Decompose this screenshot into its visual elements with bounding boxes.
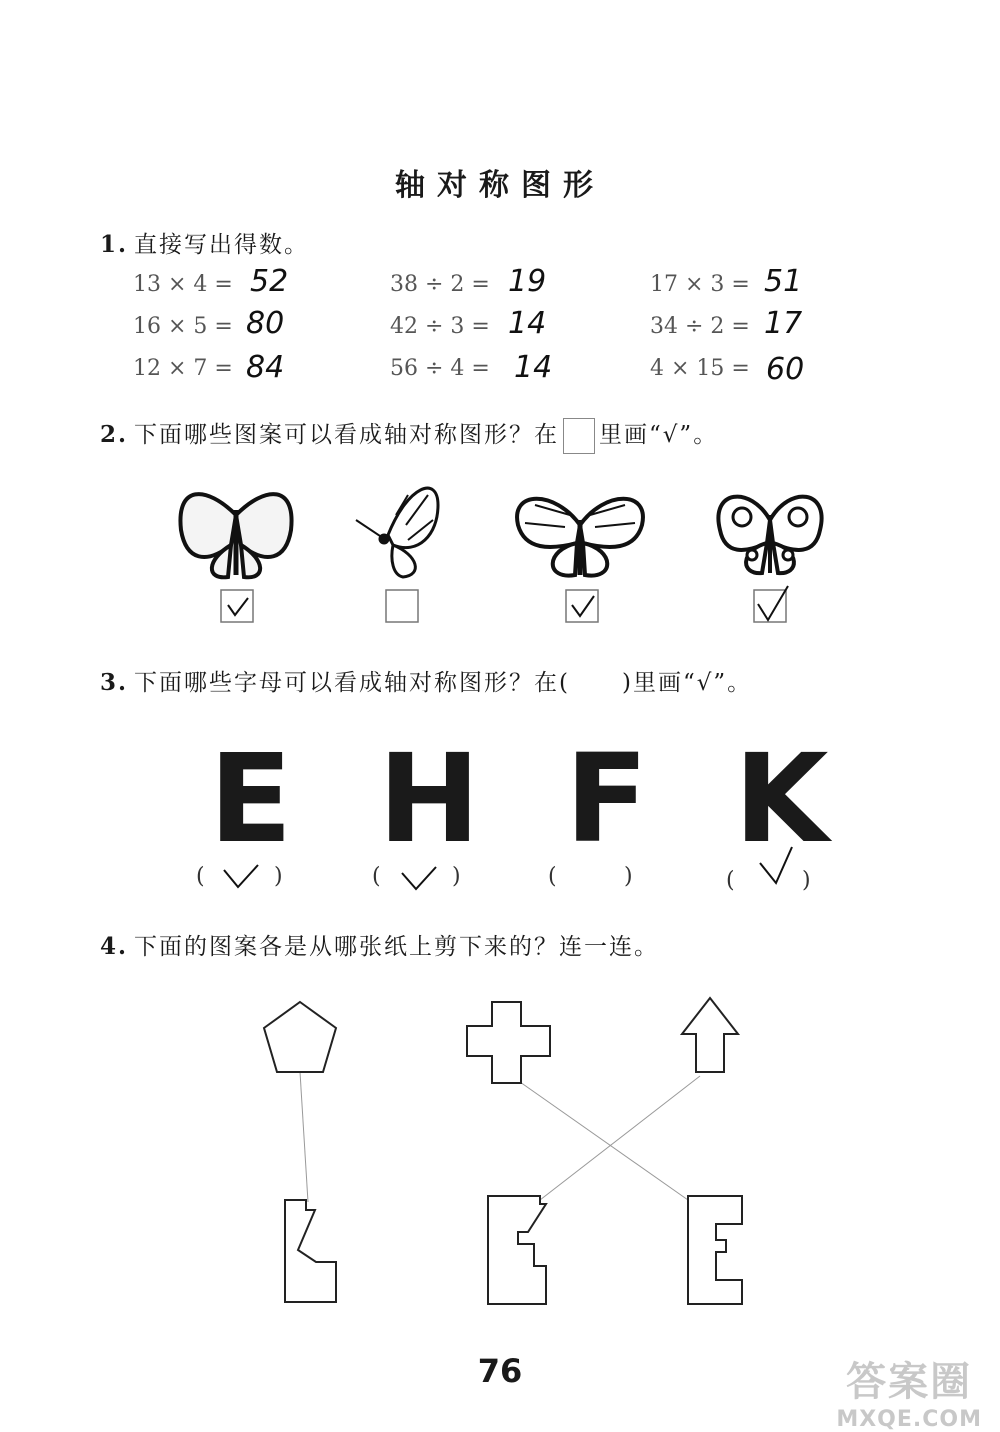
handwritten-answer: 84 (246, 350, 285, 385)
svg-text:(: ( (196, 864, 205, 889)
watermark-logo-text: 答案圈 (846, 1359, 973, 1405)
match-line (300, 1072, 308, 1202)
butterfly-figures (0, 480, 1000, 640)
cut-paper-matching (0, 990, 1000, 1320)
svg-text:(: ( (372, 864, 381, 889)
equation: 34 ÷ 2 = (650, 314, 750, 339)
folded-paper-piece-2 (488, 1196, 546, 1304)
letter-e: E (209, 728, 293, 870)
match-line (520, 1082, 688, 1200)
question-4-text: 下面的图案各是从哪张纸上剪下来的？连一连。 (134, 934, 660, 960)
handwritten-answer: 19 (508, 264, 547, 299)
svg-text:): ) (802, 868, 811, 893)
folded-paper-piece-1 (285, 1200, 336, 1302)
check-box (754, 586, 788, 622)
question-2-text-b: 里画“√”。 (599, 422, 719, 448)
letter-k: K (734, 728, 829, 870)
question-2-prompt (100, 416, 718, 454)
equation: 38 ÷ 2 = (390, 272, 490, 297)
answer-paren (196, 864, 283, 889)
handwritten-answer: 52 (250, 264, 289, 299)
handwritten-answer: 14 (514, 350, 553, 385)
page-number: 76 (477, 1352, 523, 1390)
folded-paper-piece-3 (688, 1196, 742, 1304)
watermark (836, 1350, 982, 1432)
arrow-shape (682, 998, 738, 1072)
question-3-number: 3. (100, 669, 129, 696)
butterfly-1-icon (180, 494, 291, 577)
equation: 13 × 4 = (133, 272, 233, 297)
answer-paren (548, 864, 633, 889)
svg-text:(: ( (726, 868, 735, 893)
svg-text:(: ( (548, 864, 557, 889)
question-1-prompt (100, 226, 309, 259)
cross-shape (467, 1002, 550, 1083)
equation: 56 ÷ 4 = (390, 356, 490, 381)
question-1-number: 1. (100, 231, 129, 258)
pentagon-shape (264, 1002, 336, 1072)
svg-text:): ) (452, 864, 461, 889)
check-box (566, 590, 598, 622)
handwritten-answer: 80 (246, 306, 285, 341)
handwritten-answer: 14 (508, 306, 547, 341)
butterfly-3-icon (517, 499, 643, 576)
equation: 4 × 15 = (650, 356, 750, 381)
letter-answer-parens (0, 845, 1000, 905)
match-line (540, 1076, 700, 1200)
question-1-text: 直接写出得数。 (134, 232, 310, 258)
answer-box-sample (563, 418, 595, 454)
letter-h: H (378, 728, 481, 870)
question-4-prompt (100, 928, 659, 961)
equation: 12 × 7 = (133, 356, 233, 381)
check-box (221, 590, 253, 622)
letter-f: F (565, 728, 649, 870)
equation: 16 × 5 = (133, 314, 233, 339)
question-3-prompt (100, 664, 752, 697)
butterfly-4-icon (718, 497, 821, 574)
svg-text:): ) (624, 864, 633, 889)
question-4-number: 4. (100, 933, 129, 960)
question-3-text-a: 下面哪些字母可以看成轴对称图形？在( (134, 670, 570, 696)
butterfly-2-icon (356, 488, 438, 577)
check-box (386, 590, 418, 622)
watermark-url: MXQE.COM (836, 1407, 982, 1432)
equation: 17 × 3 = (650, 272, 750, 297)
page-title: 轴对称图形 (395, 168, 605, 203)
question-3-text-b: )里画“√”。 (622, 670, 753, 696)
question-2-number: 2. (100, 421, 129, 448)
answer-paren (372, 864, 461, 889)
answer-paren (726, 847, 811, 893)
handwritten-answer: 60 (766, 352, 805, 387)
handwritten-answer: 51 (764, 264, 803, 299)
svg-text:): ) (274, 864, 283, 889)
equation: 42 ÷ 3 = (390, 314, 490, 339)
question-2-text-a: 下面哪些图案可以看成轴对称图形？在 (134, 422, 560, 448)
handwritten-answer: 17 (764, 306, 803, 341)
